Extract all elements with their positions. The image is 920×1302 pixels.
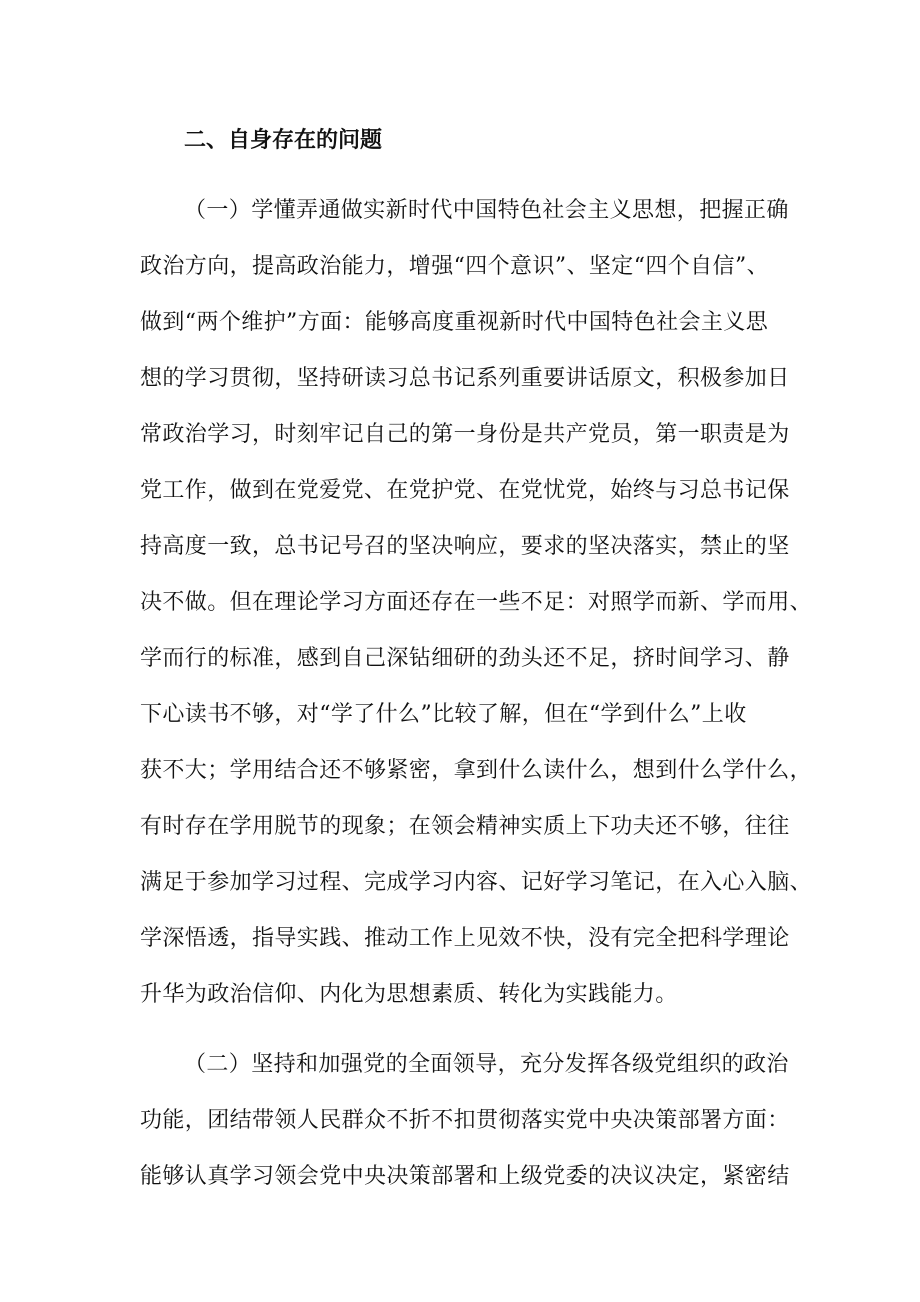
paragraph-line: 常政治学习，时刻牢记自己的第一身份是共产党员，第一职责是为: [140, 422, 790, 447]
paragraph-line: 满足于参加学习过程、完成学习内容、记好学习笔记，在入心入脑、: [140, 870, 813, 895]
paragraph-line: 政治方向，提高政治能力，增强“四个意识”、坚定“四个自信”、: [140, 254, 769, 279]
paragraph-line: 升华为政治信仰、内化为思想素质、转化为实践能力。: [140, 982, 678, 1007]
paragraph-line: 获不大；学用结合还不够紧密，拿到什么读什么，想到什么学什么，: [140, 758, 813, 783]
paragraph-line: 学深悟透，指导实践、推动工作上见效不快，没有完全把科学理论: [140, 926, 790, 951]
paragraph-line: 有时存在学用脱节的现象；在领会精神实质上下功夫还不够，往往: [140, 814, 790, 839]
paragraph-line: （一）学懂弄通做实新时代中国特色社会主义思想，把握正确: [184, 198, 789, 223]
paragraph-line: 下心读书不够，对“学了什么”比较了解，但在“学到什么”上收: [140, 702, 747, 727]
paragraph-line: 持高度一致，总书记号召的坚决响应，要求的坚决落实，禁止的坚: [140, 534, 790, 559]
paragraph-line: 做到“两个维护”方面：能够高度重视新时代中国特色社会主义思: [140, 310, 769, 335]
paragraph-line: （二）坚持和加强党的全面领导，充分发挥各级党组织的政治: [184, 1052, 789, 1077]
paragraph-line: 决不做。但在理论学习方面还存在一些不足：对照学而新、学而用、: [140, 590, 813, 615]
paragraph-line: 功能，团结带领人民群众不折不扣贯彻落实党中央决策部署方面：: [140, 1108, 790, 1133]
paragraph-line: 能够认真学习领会党中央决策部署和上级党委的决议决定，紧密结: [140, 1164, 790, 1189]
paragraph-line: 学而行的标准，感到自己深钻细研的劲头还不足，挤时间学习、静: [140, 646, 790, 671]
paragraph-line: 想的学习贯彻，坚持研读习总书记系列重要讲话原文，积极参加日: [140, 366, 790, 391]
section-heading: 二、自身存在的问题: [184, 127, 383, 153]
paragraph-line: 党工作，做到在党爱党、在党护党、在党忧党，始终与习总书记保: [140, 478, 790, 503]
